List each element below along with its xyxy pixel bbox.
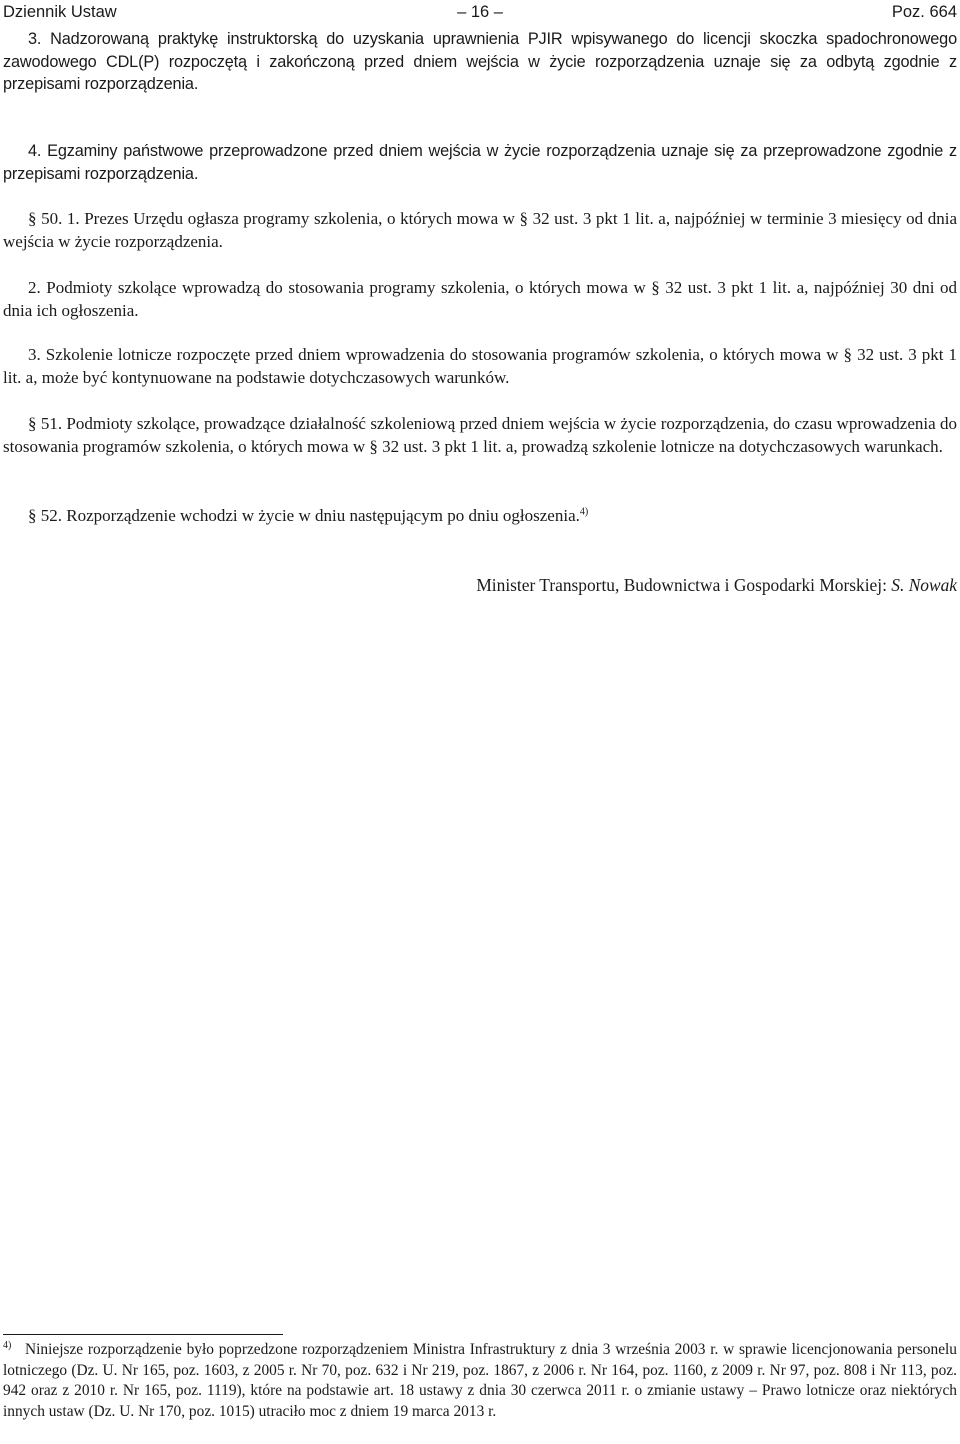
- paragraph-4: 4. Egzaminy państwowe przeprowadzone przed dniem wejścia w życie rozporządzenia uznaje się za przeprowadzone zgodnie z przepisami rozporządzenia.: [3, 142, 957, 183]
- journal-title: Dziennik Ustaw: [3, 3, 117, 21]
- footnote-reference: 4): [579, 506, 589, 518]
- signature-name: S. Nowak: [891, 575, 957, 595]
- position-number: Poz. 664: [891, 3, 957, 21]
- paragraph-3: 3. Nadzorowaną praktykę instruktorską do uzyskania uprawnienia PJIR wpisywanego do licencji skoczka spadochronowego zawodowego CDL(P) rozpoczętą i zakończoną przed dniem wejścia w życie rozporządzenia uznaje się za odbytą zgodnie z przepisami rozporządzenia.: [3, 30, 957, 94]
- section-50-1: § 50. 1. Prezes Urzędu ogłasza programy szkolenia, o których mowa w § 32 ust. 3 pkt 1 lit. a, najpóźniej w terminie 3 miesięcy od dnia wejścia w życie rozporządzenia.: [3, 209, 957, 251]
- footnote-divider: [3, 1334, 283, 1335]
- section-50-2: 2. Podmioty szkolące wprowadzą do stosowania programy szkolenia, o których mowa w § 32 ust. 3 pkt 1 lit. a, najpóźniej 30 dni od dnia ich ogłoszenia.: [3, 278, 957, 320]
- page-number: – 16 –: [457, 3, 503, 21]
- footnote: [3, 1340, 957, 1422]
- signature-title: Minister Transportu, Budownictwa i Gospodarki Morskiej:: [476, 575, 892, 595]
- section-50-3: 3. Szkolenie lotnicze rozpoczęte przed dniem wprowadzenia do stosowania programów szkolenia, o których mowa w § 32 ust. 3 pkt 1 lit. a, może być kontynuowane na podstawie dotychczasowych warunków.: [3, 345, 957, 387]
- section-52: [3, 505, 957, 528]
- signature: [476, 574, 957, 597]
- section-51: § 51. Podmioty szkolące, prowadzące działalność szkoleniową przed dniem wejścia w życie rozporządzenia, do czasu wprowadzenia do stosowania programów szkolenia, o których mowa w § 32 ust. 3 pkt 1 lit. a, prowadzą szkolenie lotnicze na dotychczasowych warunkach.: [3, 414, 957, 456]
- page-header: [3, 0, 957, 24]
- footnote-mark: 4): [3, 1340, 12, 1351]
- section-52-text: § 52. Rozporządzenie wchodzi w życie w dniu następującym po dniu ogłoszenia.: [28, 506, 580, 525]
- footnote-text: Niniejsze rozporządzenie było poprzedzone rozporządzeniem Ministra Infrastruktury z dnia 3 września 2003 r. w sprawie licencjonowania personelu lotniczego (Dz. U. Nr 165, poz. 1603, z 2005 r. Nr 70, poz. 632 i Nr 219, poz. 1867, z 2006 r. Nr 164, poz. 1160, z 2009 r. Nr 97, poz. 808 i Nr 113, poz. 942 oraz z 2010 r. Nr 165, poz. 1119), które na podstawie art. 18 ustawy z dnia 30 czerwca 2011 r. o zmianie ustawy – Prawo lotnicze oraz niektórych innych ustaw (Dz. U. Nr 170, poz. 1015) utraciło moc z dniem 19 marca 2013 r.: [3, 1341, 957, 1420]
